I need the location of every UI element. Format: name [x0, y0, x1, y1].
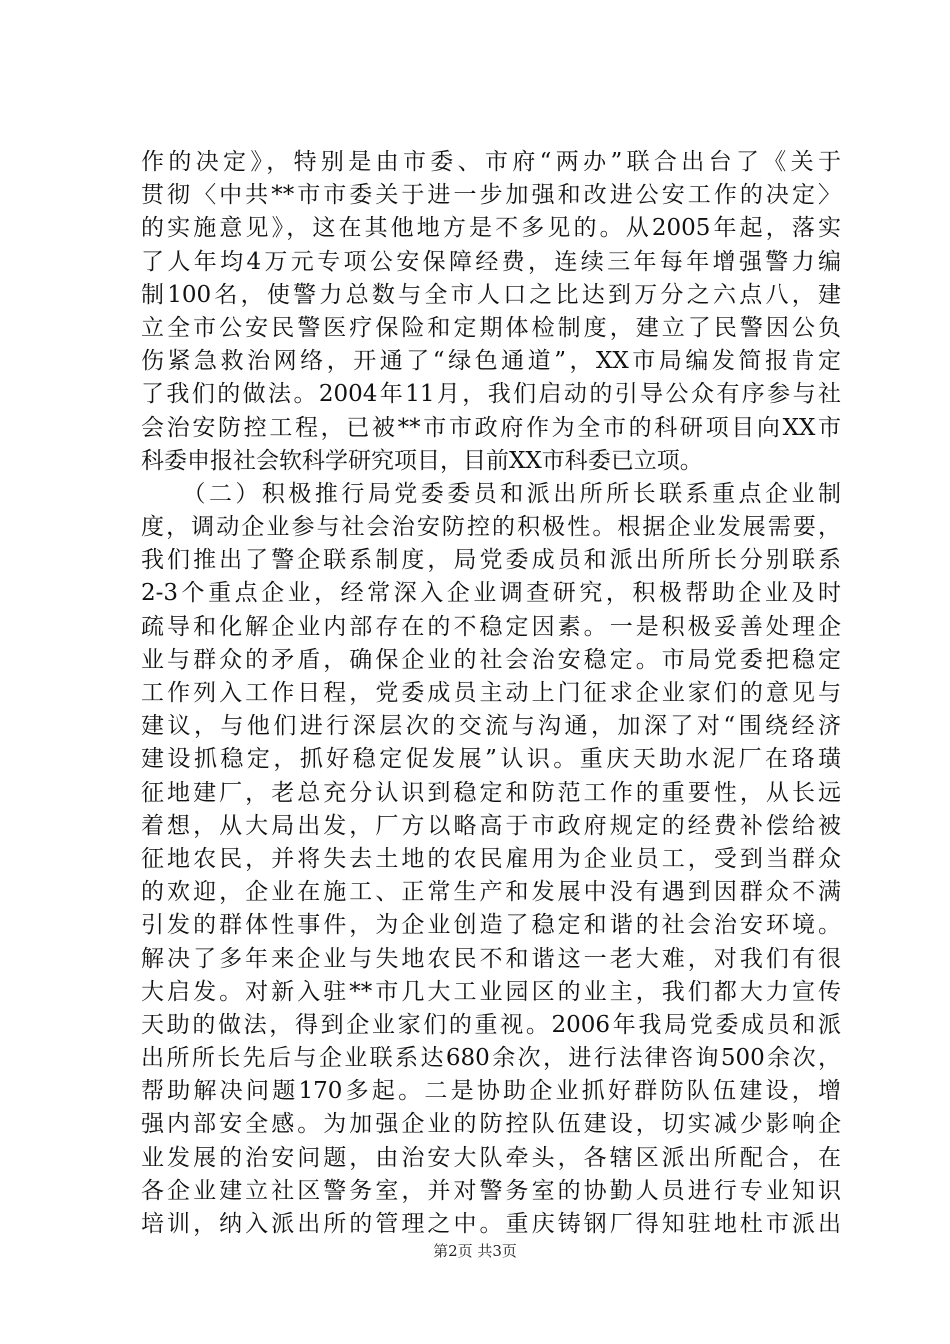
text-line: 引发的群体性事件，为企业创造了稳定和谐的社会治安环境。 [141, 912, 841, 939]
text-line: 征地农民，并将失去土地的农民雇用为企业员工，受到当群众 [141, 845, 841, 872]
text-line: 帮助解决问题170多起。二是协助企业抓好群防队伍建设，增 [141, 1078, 841, 1105]
text-line: 的实施意见》，这在其他地方是不多见的。从2005年起，落实 [141, 215, 841, 242]
text-line: 了我们的做法。2004年11月，我们启动的引导公众有序参与社 [141, 381, 841, 408]
text-line: （二）积极推行局党委委员和派出所所长联系重点企业制 [141, 480, 841, 507]
text-line: 我们推出了警企联系制度，局党委成员和派出所所长分别联系 [141, 547, 841, 574]
text-line: 强内部安全感。为加强企业的防控队伍建设，切实减少影响企 [141, 1111, 841, 1138]
text-line: 建设抓稳定，抓好稳定促发展”认识。重庆天助水泥厂在珞璜 [141, 746, 841, 773]
body-text [141, 146, 841, 1241]
text-line: 作的决定》，特别是由市委、市府“两办”联合出台了《关于 [141, 149, 841, 175]
text-line: 2-3个重点企业，经常深入企业调查研究，积极帮助企业及时 [141, 580, 841, 607]
text-line: 疏导和化解企业内部存在的不稳定因素。一是积极妥善处理企 [141, 613, 841, 640]
text-line: 天助的做法，得到企业家们的重视。2006年我局党委成员和派 [141, 1011, 841, 1038]
text-line: 度，调动企业参与社会治安防控的积极性。根据企业发展需要， [141, 514, 841, 541]
text-line: 工作列入工作日程，党委成员主动上门征求企业家们的意见与 [141, 680, 841, 706]
page-footer: 第2页 共3页 [433, 1242, 517, 1260]
text-line: 的欢迎，企业在施工、正常生产和发展中没有遇到因群众不满 [141, 879, 841, 906]
text-line: 出所所长先后与企业联系达680余次，进行法律咨询500余次， [141, 1045, 841, 1072]
text-line: 大启发。对新入驻**市几大工业园区的业主，我们都大力宣传 [141, 978, 841, 1005]
text-line: 各企业建立社区警务室，并对警务室的协勤人员进行专业知识 [141, 1177, 841, 1204]
text-line: 会治安防控工程，已被**市市政府作为全市的科研项目向XX市 [141, 414, 841, 441]
text-line: 制100名，使警力总数与全市人口之比达到万分之六点八，建 [141, 281, 841, 308]
text-line: 建议，与他们进行深层次的交流与沟通，加深了对“围绕经济 [141, 713, 841, 740]
text-line: 贯彻〈中共**市市委关于进一步加强和改进公安工作的决定〉 [141, 182, 841, 209]
text-line: 征地建厂，老总充分认识到稳定和防范工作的重要性，从长远 [141, 779, 841, 806]
text-line: 业与群众的矛盾，确保企业的社会治安稳定。市局党委把稳定 [141, 646, 841, 673]
text-line: 科委申报社会软科学研究项目，目前XX市科委已立项。 [141, 447, 703, 474]
text-line: 解决了多年来企业与失地农民不和谐这一老大难，对我们有很 [141, 945, 841, 972]
text-line: 着想，从大局出发，厂方以略高于市政府规定的经费补偿给被 [141, 812, 841, 839]
text-line: 业发展的治安问题，由治安大队牵头，各辖区派出所配合，在 [141, 1144, 841, 1171]
text-line: 伤紧急救治网络，开通了“绿色通道”，XX市局编发简报肯定 [141, 348, 841, 375]
text-line: 培训，纳入派出所的管理之中。重庆铸钢厂得知驻地杜市派出 [141, 1211, 841, 1237]
text-line: 立全市公安民警医疗保险和定期体检制度，建立了民警因公负 [141, 314, 841, 341]
text-line: 了人年均4万元专项公安保障经费，连续三年每年增强警力编 [141, 248, 841, 275]
